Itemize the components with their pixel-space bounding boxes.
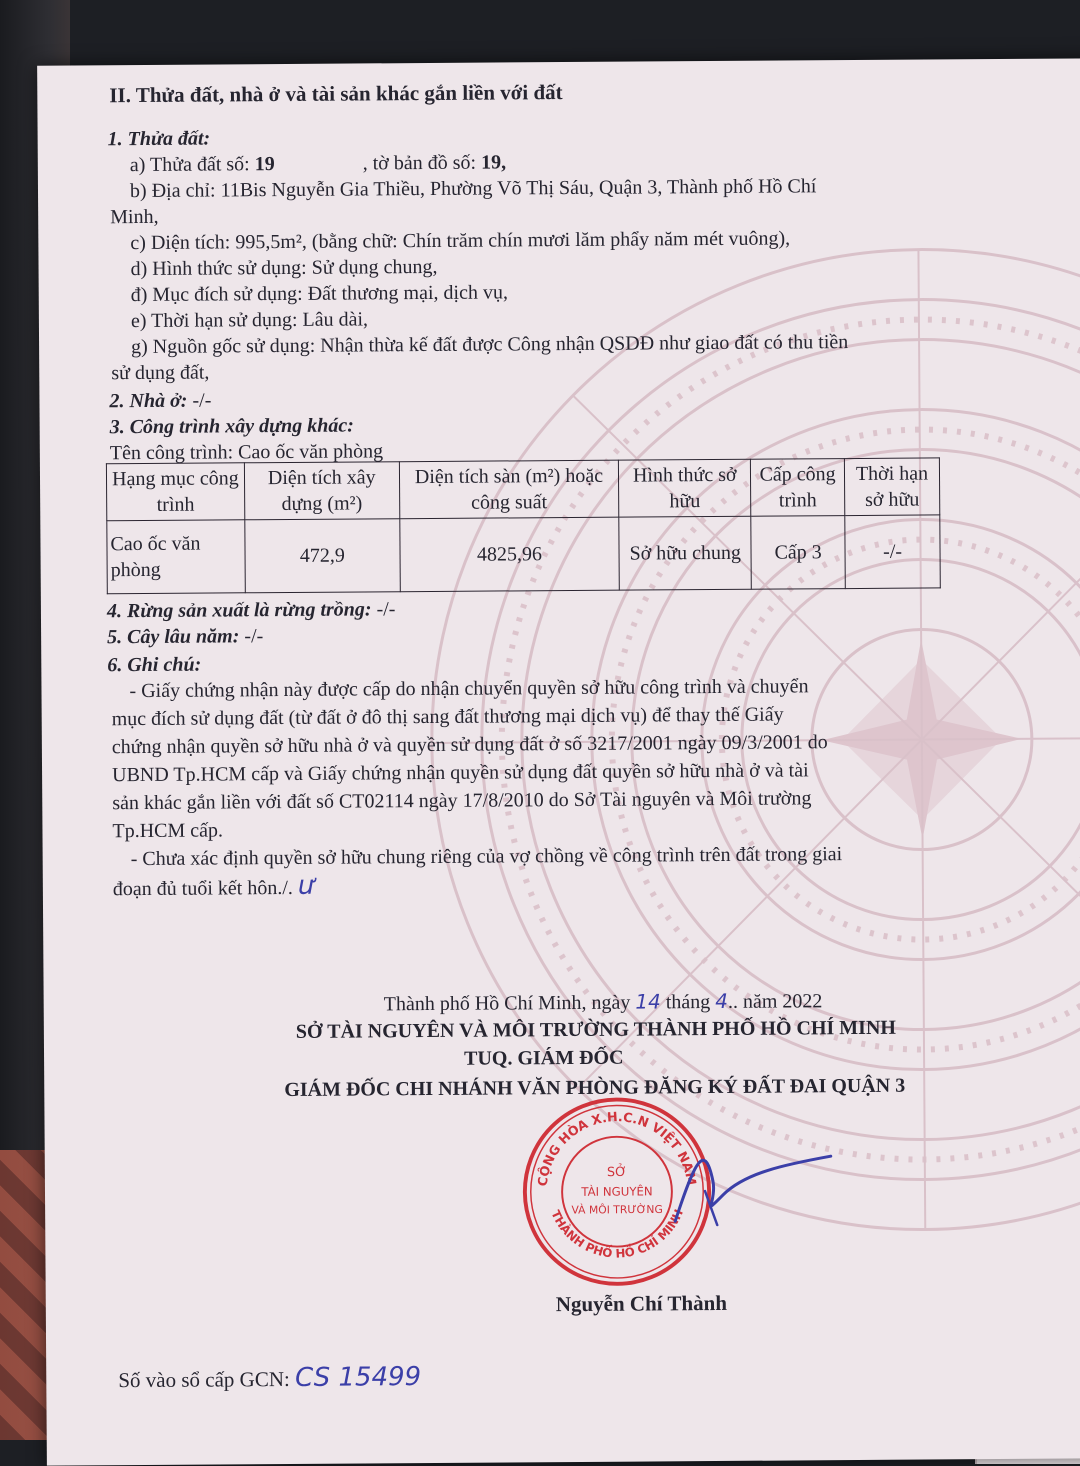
handwritten-month: 4 — [715, 988, 729, 1014]
house-line: 2. Nhà ở: -/- — [109, 389, 212, 413]
header-floor-area: Diện tích sàn (m²) hoặc công suất — [399, 460, 619, 519]
other-works-heading: 3. Công trình xây dựng khác: — [109, 414, 354, 439]
stamp-bottom-text: THÀNH PHỐ HỒ CHÍ MINH — [548, 1207, 686, 1261]
handwritten-signature — [605, 1120, 846, 1242]
area-line: c) Diện tích: 995,5m², (bằng chữ: Chín trăm chín mươi lăm phẩy năm mét vuông), — [130, 227, 791, 255]
registry-line: Số vào sổ cấp GCN: CS 15499 — [118, 1362, 422, 1393]
stamp-top-text: CỘNG HÒA X.H.C.N VIỆT NAM — [535, 1109, 699, 1188]
stamp-center-line-3: VÀ MÔI TRƯỜNG — [571, 1202, 663, 1217]
origin-line: g) Nguồn gốc sử dụng: Nhận thừa kế đất được Công nhận QSDĐ như giao đất có thu tiền — [131, 331, 849, 359]
header-ownership-term: Thời hạn sở hữu — [844, 458, 939, 516]
cell-category: Cao ốc văn phòng — [107, 520, 245, 594]
section-heading: II. Thửa đất, nhà ở và tài sản khác gắn liền với đất — [109, 80, 563, 108]
header-category: Hạng mục công trình — [106, 463, 244, 521]
signer-position: GIÁM ĐỐC CHI NHÁNH VĂN PHÒNG ĐĂNG KÝ ĐẤT ĐAI QUẬN 3 — [284, 1074, 906, 1102]
usage-form-line: d) Hình thức sử dụng: Sử dụng chung, — [130, 255, 438, 281]
signer-name: Nguyễn Chí Thành — [555, 1290, 728, 1317]
plot-number: 19 — [254, 153, 275, 176]
place-date-line: Thành phố Hồ Chí Minh, ngày 14 tháng 4.. năm 2022 — [383, 988, 823, 1016]
table-row — [107, 515, 940, 594]
perennial-trees-line: 5. Cây lâu năm: -/- — [107, 625, 264, 649]
work-name-line: Tên công trình: Cao ốc văn phòng — [109, 440, 384, 465]
map-sheet-number: 19, — [480, 151, 507, 174]
notes-heading: 6. Ghi chú: — [107, 653, 202, 677]
stamp-center-line-1: SỞ — [606, 1164, 627, 1181]
forest-line: 4. Rừng sản xuất là rừng trồng: -/- — [106, 598, 396, 623]
note-line-6: Tp.HCM cấp. — [112, 819, 224, 843]
origin-line-2: sử dụng đất, — [111, 361, 210, 385]
cell-floor-area: 4825,96 — [399, 517, 619, 592]
header-grade: Cấp công trình — [751, 459, 845, 517]
plot-number-line: a) Thửa đất số: 19 , tờ bản đồ số: 19, — [129, 151, 507, 177]
usage-term-line: e) Thời hạn sử dụng: Lâu dài, — [130, 308, 369, 333]
usage-purpose-line: đ) Mục đích sử dụng: Đất thương mại, dịch vụ, — [130, 281, 509, 307]
header-build-area: Diện tích xây dựng (m²) — [244, 462, 399, 520]
note-line-3: chứng nhận quyền sở hữu nhà ở và quyền sử dụng đất ở số 3217/2001 ngày 09/3/2001 do — [111, 731, 828, 759]
note-line-5: sản khác gắn liền với đất số CT02114 ngày 17/8/2010 do Sở Tài nguyên và Môi trường — [112, 787, 812, 815]
works-table-header-row — [106, 458, 939, 521]
note-line-1: - Giấy chứng nhận này được cấp do nhận chuyển quyền sở hữu công trình và chuyển — [129, 675, 809, 703]
cell-ownership-term: -/- — [845, 515, 940, 589]
note-line-4: UBND Tp.HCM cấp và Giấy chứng nhận quyền sử dụng đất quyền sở hữu nhà ở và tài — [112, 759, 809, 787]
note-line-2: mục đích sử dụng đất (từ đất ở đô thị sang đất thương mại dịch vụ) để thay thế Giấy — [111, 703, 784, 731]
address-line-2: Minh, — [110, 205, 159, 229]
note-line-7: - Chưa xác định quyền sở hữu chung riêng của vợ chồng về công trình trên đất trong giai — [130, 843, 843, 871]
works-table — [106, 457, 941, 594]
registry-number: CS 15499 — [294, 1362, 422, 1393]
certificate-page — [37, 58, 1080, 1465]
note-line-8: đoạn đủ tuổi kết hôn./. ư — [112, 870, 315, 901]
certificate-content — [37, 59, 1007, 1466]
plot-heading: 1. Thửa đất: — [107, 127, 211, 151]
cell-build-area: 472,9 — [245, 519, 400, 593]
cell-grade: Cấp 3 — [751, 516, 845, 590]
header-ownership-form: Hình thức sở hữu — [619, 459, 751, 517]
stamp-center-line-2: TÀI NGUYÊN — [581, 1184, 653, 1199]
handwritten-initial: ư — [297, 870, 315, 901]
address-line: b) Địa chỉ: 11Bis Nguyễn Gia Thiều, Phường Võ Thị Sáu, Quận 3, Thành phố Hồ Chí — [129, 175, 817, 203]
on-behalf-title: TUQ. GIÁM ĐỐC — [463, 1046, 624, 1070]
cell-ownership-form: Sở hữu chung — [619, 516, 751, 590]
handwritten-day: 14 — [635, 989, 661, 1014]
issuing-org: SỞ TÀI NGUYÊN VÀ MÔI TRƯỜNG THÀNH PHỐ HỒ CHÍ MINH — [295, 1016, 897, 1043]
